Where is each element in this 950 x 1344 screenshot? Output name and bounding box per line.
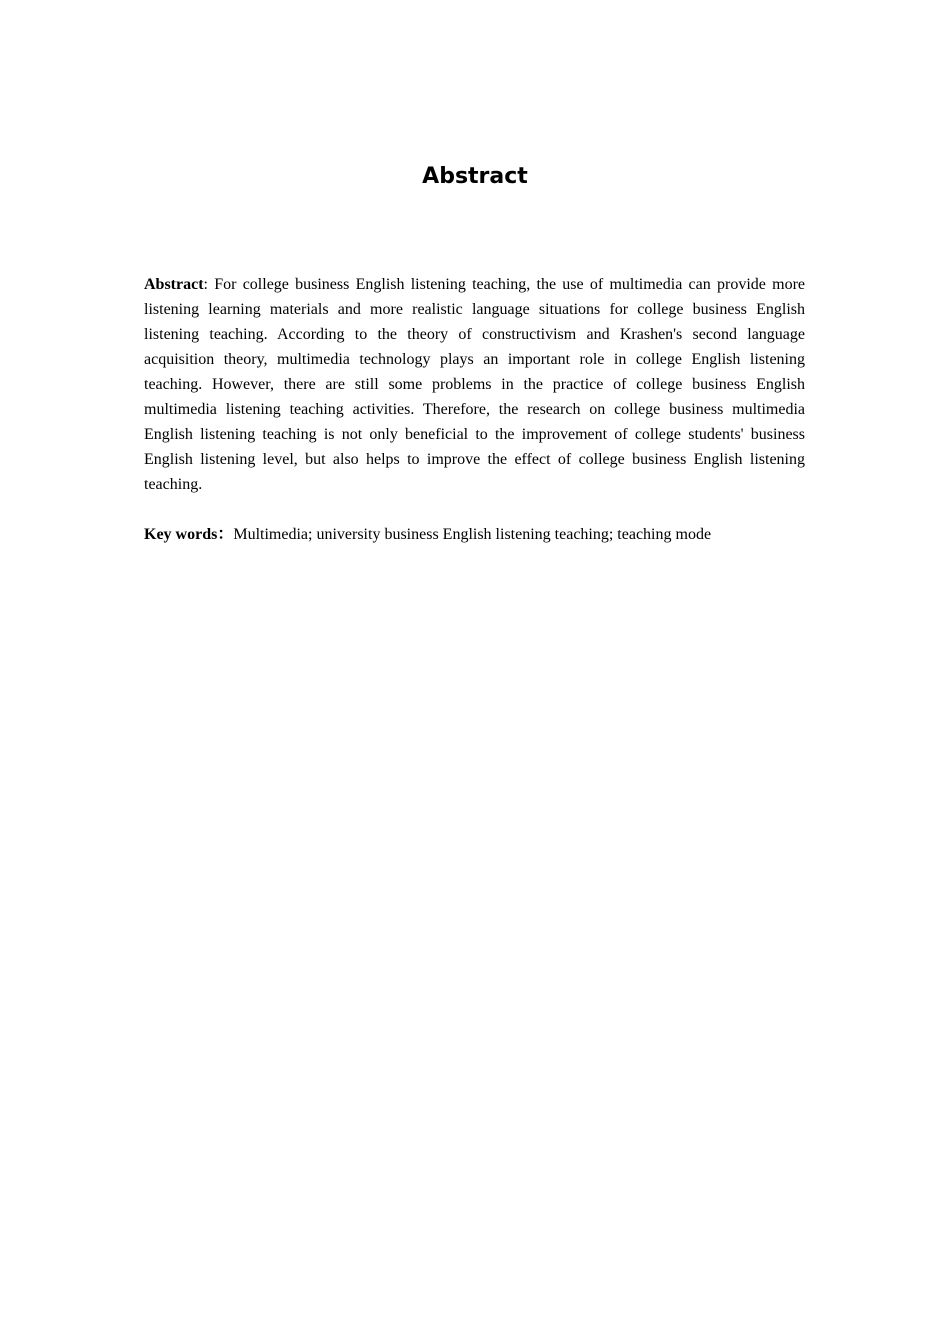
abstract-label: Abstract <box>144 276 204 293</box>
abstract-paragraph <box>144 272 805 497</box>
abstract-separator: : <box>203 276 215 293</box>
page-title: Abstract <box>422 164 528 189</box>
keywords-text: Multimedia; university business English listening teaching; teaching mode <box>233 526 712 543</box>
keywords-label: Key words <box>144 526 218 543</box>
keywords-paragraph <box>144 522 805 547</box>
keywords-separator: ： <box>217 526 234 543</box>
abstract-text: For college business English listening teaching, the use of multimedia can provide more listening learning materials and more realistic language situations for college business English listening teaching. According to the theory of constructivism and Krashen's second language acquisition theory, multimedia technology plays an important role in college English listening teaching. However, there are still some problems in the practice of college business English multimedia listening teaching activities. Therefore, the research on college business multimedia English listening teaching is not only beneficial to the improvement of college students' business English listening level, but also helps to improve the effect of college business English listening teaching. <box>144 276 805 493</box>
